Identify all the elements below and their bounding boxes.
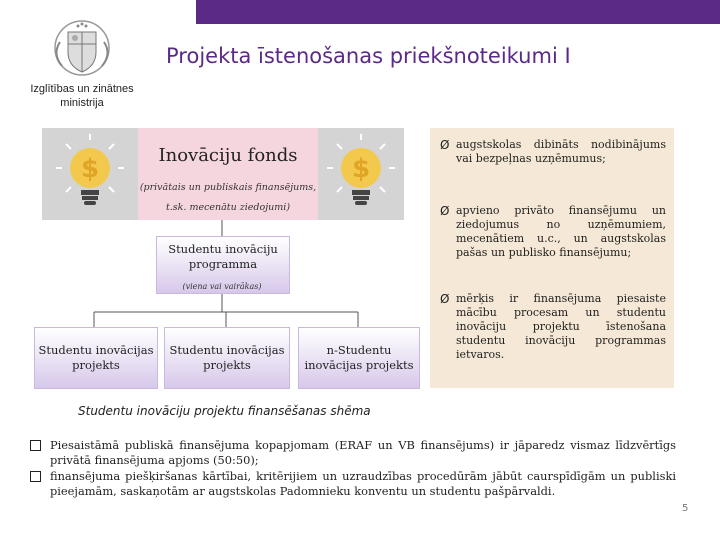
- project-1-line1: Studentu inovācijas: [38, 343, 154, 357]
- bullet-panel: [430, 128, 674, 388]
- bullet-item: [440, 138, 666, 166]
- project-box-n: [298, 327, 420, 389]
- logo-line1: Izglītības un zinātnes: [30, 83, 134, 95]
- fund-subtitle-line1: (privātais un publiskais finansējums,: [139, 182, 317, 193]
- project-2-line1: Studentu inovācijas: [169, 343, 285, 357]
- program-title-line2: programma: [188, 257, 258, 271]
- project-box-2: [164, 327, 290, 389]
- note-text: finansējuma piešķiršanas kārtībai, kritērijiem un uzraudzības procedūrām jābūt caurspīdīgām un publiski pieejamām, saskaņotām ar augstskolas Padomnieku konventu un studentu pašpārvaldi.: [50, 469, 676, 498]
- fund-title: Inovāciju fonds: [158, 145, 298, 166]
- arrow-bullet-icon: Ø: [440, 204, 450, 218]
- diagram-caption: Studentu inovāciju projektu finansēšanas shēma: [78, 404, 371, 418]
- notes-list: [30, 438, 676, 500]
- checkbox-square-icon: [30, 471, 41, 482]
- project-1-line2: projekts: [72, 358, 120, 372]
- bullet-text: augstskolas dibināts nodibinājums vai bezpeļnas uzņēmumus;: [456, 138, 666, 165]
- arrow-bullet-icon: Ø: [440, 138, 450, 152]
- svg-text:$: $: [80, 154, 100, 184]
- page-title: Projekta īstenošanas priekšnoteikumi I: [166, 44, 571, 68]
- bullet-text: mērķis ir finansējuma piesaiste mācību procesam un studentu inovāciju projektu īstenošana studentu inovāciju programmas ietvaros.: [456, 292, 666, 361]
- program-title-line1: Studentu inovāciju: [168, 242, 278, 256]
- logo-line2: ministrija: [60, 97, 104, 109]
- svg-text:$: $: [351, 154, 371, 184]
- project-box-1: [34, 327, 158, 389]
- note-text: Piesaistāmā publiskā finansējuma kopapjomam (ERAF un VB finansējums) ir jāparedz vismaz līdzvērtīgs privātā finansējuma apjoms (50:50);: [50, 438, 676, 467]
- project-2-line2: projekts: [203, 358, 251, 372]
- fund-subtitle-line2: t.sk. mecenātu ziedojumi): [165, 202, 291, 213]
- project-n-line1: n-Studentu: [326, 343, 392, 357]
- project-n-line2: inovācijas projekts: [304, 358, 414, 372]
- program-note: (viena vai vairākas): [182, 282, 262, 291]
- note-item: [30, 469, 676, 499]
- note-item: [30, 438, 676, 468]
- checkbox-square-icon: [30, 440, 41, 451]
- arrow-bullet-icon: Ø: [440, 292, 450, 306]
- page-number: 5: [682, 503, 689, 514]
- bullet-item: [440, 204, 666, 260]
- bullet-text: apvieno privāto finansējumu un ziedojumus no uzņēmumiem, mecenātiem u.c., un augstskolas pašas un publisko finansējumu;: [456, 204, 666, 259]
- bullet-item: [440, 292, 666, 362]
